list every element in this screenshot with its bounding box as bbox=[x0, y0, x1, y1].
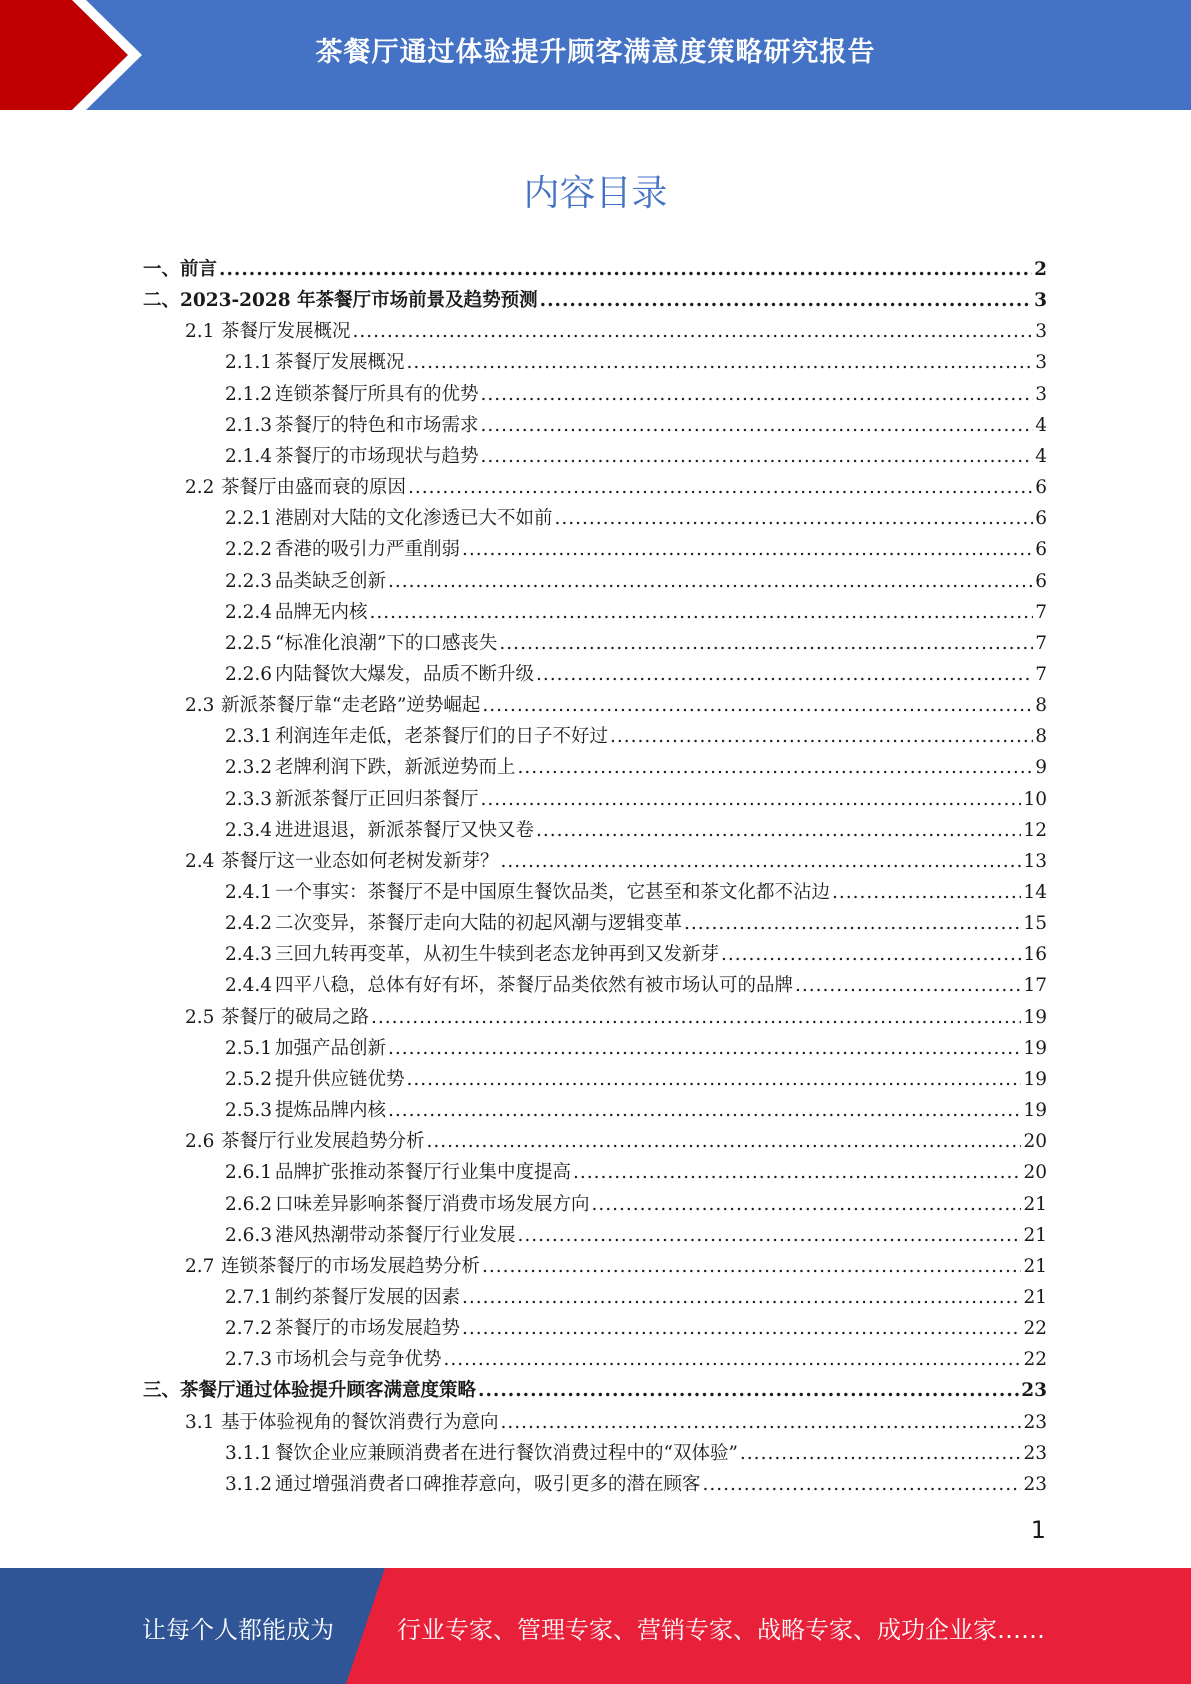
toc-dot-leader bbox=[388, 1033, 1021, 1064]
page-number: 1 bbox=[1030, 1516, 1046, 1544]
toc-dot-leader bbox=[518, 1220, 1022, 1251]
toc-entry[interactable] bbox=[0, 285, 1047, 316]
toc-entry-page: 12 bbox=[1023, 819, 1047, 841]
toc-entry-page: 19 bbox=[1023, 1037, 1047, 1059]
toc-entry-title: 茶餐厅发展概况 bbox=[221, 321, 351, 343]
toc-entry-page: 13 bbox=[1023, 850, 1047, 872]
toc-entry-page: 21 bbox=[1023, 1255, 1047, 1277]
toc-entry-title: 加强产品创新 bbox=[275, 1037, 387, 1059]
toc-dot-leader bbox=[481, 784, 1022, 815]
toc-entry-title: 香港的吸引力严重削弱 bbox=[275, 539, 461, 561]
toc-dot-leader bbox=[371, 1002, 1021, 1033]
toc-entry[interactable] bbox=[0, 1251, 1047, 1282]
toc-dot-leader bbox=[407, 1064, 1022, 1095]
toc-dot-leader bbox=[540, 285, 1033, 316]
toc-entry-number: 三、 bbox=[143, 1380, 181, 1402]
toc-entry[interactable] bbox=[0, 752, 1047, 783]
toc-entry[interactable] bbox=[0, 1375, 1047, 1406]
toc-entry-title: 品牌无内核 bbox=[275, 601, 368, 623]
toc-entry-title: 一个事实：茶餐厅不是中国原生餐饮品类，它甚至和茶文化都不沾边 bbox=[275, 882, 831, 903]
toc-dot-leader bbox=[407, 347, 1034, 378]
page-footer bbox=[0, 1568, 1191, 1684]
toc-dot-leader bbox=[353, 316, 1034, 347]
toc-entry-title: 连锁茶餐厅所具有的优势 bbox=[275, 383, 479, 405]
toc-entry-page: 20 bbox=[1023, 1162, 1047, 1184]
toc-entry-title: 二次变异，茶餐厅走向大陆的初起风潮与逻辑变革 bbox=[275, 913, 683, 935]
toc-entry-number: 2.1 bbox=[185, 321, 215, 343]
toc-entry-number: 2.7 bbox=[185, 1255, 215, 1277]
toc-entry-number: 2.4.4 bbox=[225, 975, 273, 997]
toc-entry-page: 21 bbox=[1023, 1224, 1047, 1246]
toc-entry[interactable] bbox=[0, 1220, 1047, 1251]
toc-entry-page: 20 bbox=[1023, 1131, 1047, 1153]
toc-dot-leader bbox=[481, 410, 1034, 441]
toc-entry-number: 2.1.1 bbox=[225, 352, 273, 374]
toc-entry-number: 2.4.3 bbox=[225, 944, 273, 966]
toc-entry[interactable] bbox=[0, 784, 1047, 815]
toc-entry-title: 茶餐厅的市场现状与趋势 bbox=[275, 445, 479, 467]
toc-entry[interactable] bbox=[0, 1157, 1047, 1188]
toc-entry-number: 2.2 bbox=[185, 477, 215, 499]
toc-entry[interactable] bbox=[0, 503, 1047, 534]
toc-entry-page: 21 bbox=[1023, 1286, 1047, 1308]
toc-entry-number: 2.5.1 bbox=[225, 1037, 273, 1059]
toc-dot-leader bbox=[721, 939, 1021, 970]
toc-entry-number: 2.6.3 bbox=[225, 1224, 273, 1246]
toc-entry-page: 7 bbox=[1035, 632, 1047, 654]
toc-entry-number: 2.3.3 bbox=[225, 788, 273, 810]
toc-entry[interactable] bbox=[0, 597, 1047, 628]
toc-entry-page: 8 bbox=[1035, 695, 1047, 717]
toc-entry[interactable] bbox=[0, 254, 1047, 285]
toc-entry-number: 二、 bbox=[143, 290, 181, 312]
toc-entry-number: 2.3.1 bbox=[225, 726, 273, 748]
toc-entry-page: 7 bbox=[1035, 601, 1047, 623]
toc-dot-leader bbox=[555, 503, 1034, 534]
toc-heading: 内容目录 bbox=[523, 173, 668, 214]
toc-entry-title: 茶餐厅这一业态如何老树发新芽？ bbox=[221, 850, 499, 872]
footer-slogan-left: 让每个人都能成为 bbox=[142, 1616, 334, 1644]
toc-entry-title: 茶餐厅的破局之路 bbox=[221, 1006, 370, 1028]
toc-dot-leader bbox=[219, 254, 1032, 285]
toc-entry-title: 茶餐厅的市场发展趋势 bbox=[275, 1318, 461, 1340]
toc-entry-title: 制约茶餐厅发展的因素 bbox=[275, 1286, 461, 1308]
toc-entry-title: 内陆餐饮大爆发，品质不断升级 bbox=[275, 663, 535, 685]
toc-entry-title: 通过增强消费者口碑推荐意向，吸引更多的潜在顾客 bbox=[275, 1473, 701, 1495]
toc-entry-page: 23 bbox=[1023, 1411, 1047, 1433]
toc-entry[interactable] bbox=[0, 1407, 1047, 1438]
toc-entry-title: 港剧对大陆的文化渗透已大不如前 bbox=[275, 508, 553, 530]
toc-entry-title: 基于体验视角的餐饮消费行为意向 bbox=[221, 1411, 499, 1433]
toc-dot-leader bbox=[462, 534, 1033, 565]
toc-dot-leader bbox=[536, 815, 1021, 846]
toc-dot-leader bbox=[481, 379, 1034, 410]
toc-entry[interactable] bbox=[0, 410, 1047, 441]
toc-entry-number: 2.2.2 bbox=[225, 539, 273, 561]
toc-entry[interactable] bbox=[0, 908, 1047, 939]
toc-entry[interactable] bbox=[0, 316, 1047, 347]
toc-entry-page: 21 bbox=[1023, 1193, 1047, 1215]
toc-entry-number: 3.1 bbox=[185, 1411, 215, 1433]
toc-entry-page: 3 bbox=[1035, 352, 1047, 374]
toc-entry-number: 2.1.2 bbox=[225, 383, 273, 405]
toc-entry-number: 2.6.2 bbox=[225, 1193, 273, 1215]
toc-entry-number: 2.3.4 bbox=[225, 819, 273, 841]
toc-dot-leader bbox=[795, 970, 1021, 1001]
toc-entry[interactable] bbox=[0, 690, 1047, 721]
toc-entry-page: 3 bbox=[1035, 321, 1047, 343]
toc-entry-number: 2.2.5 bbox=[225, 632, 273, 654]
toc-entry-page: 3 bbox=[1035, 383, 1047, 405]
toc-dot-leader bbox=[482, 690, 1033, 721]
toc-dot-leader bbox=[388, 566, 1033, 597]
toc-entry-title: 前言 bbox=[180, 259, 218, 280]
toc-entry[interactable] bbox=[0, 659, 1047, 690]
toc-dot-leader bbox=[740, 1438, 1022, 1469]
toc-entry-title: 利润连年走低，老茶餐厅们的日子不好过 bbox=[275, 726, 609, 748]
toc-entry[interactable] bbox=[0, 347, 1047, 378]
toc-dot-leader bbox=[832, 877, 1021, 908]
toc-dot-leader bbox=[518, 752, 1034, 783]
toc-entry-number: 2.6.1 bbox=[225, 1162, 273, 1184]
toc-entry[interactable] bbox=[0, 1313, 1047, 1344]
toc-entry-page: 7 bbox=[1035, 663, 1047, 685]
toc-dot-leader bbox=[462, 1282, 1021, 1313]
toc-dot-leader bbox=[444, 1344, 1022, 1375]
toc-dot-leader bbox=[370, 597, 1034, 628]
toc-dot-leader bbox=[427, 1126, 1022, 1157]
toc-entry-page: 8 bbox=[1035, 726, 1047, 748]
toc-entry-number: 2.4.2 bbox=[225, 913, 273, 935]
toc-entry-title: 茶餐厅由盛而衰的原因 bbox=[221, 477, 407, 499]
toc-entry-title: 进进退退，新派茶餐厅又快又卷 bbox=[275, 819, 535, 841]
toc-entry[interactable] bbox=[0, 566, 1047, 597]
toc-entry-title: 新派茶餐厅靠“走老路”逆势崛起 bbox=[221, 695, 481, 717]
toc-dot-leader bbox=[481, 441, 1034, 472]
toc-entry-page: 22 bbox=[1023, 1349, 1047, 1371]
toc-entry[interactable] bbox=[0, 846, 1047, 877]
toc-entry-title: 2023-2028 年茶餐厅市场前景及趋势预测 bbox=[180, 290, 538, 312]
toc-entry-title: 提升供应链优势 bbox=[275, 1068, 405, 1090]
toc-entry[interactable] bbox=[0, 441, 1047, 472]
toc-entry-number: 2.5 bbox=[185, 1006, 215, 1028]
toc-dot-leader bbox=[501, 1407, 1022, 1438]
toc-entry[interactable] bbox=[0, 1002, 1047, 1033]
toc-entry[interactable] bbox=[0, 815, 1047, 846]
toc-entry-page: 6 bbox=[1035, 508, 1047, 530]
toc-entry-title: 品牌扩张推动茶餐厅行业集中度提高 bbox=[275, 1162, 572, 1184]
toc-entry-title: 三回九转再变革，从初生牛犊到老态龙钟再到又发新芽 bbox=[275, 944, 720, 966]
toc-entry[interactable] bbox=[0, 1033, 1047, 1064]
toc-entry-number: 2.4 bbox=[185, 850, 215, 872]
toc-entry-title: 茶餐厅行业发展趋势分析 bbox=[221, 1131, 425, 1153]
toc-entry-number: 2.2.1 bbox=[225, 508, 273, 530]
toc-entry-number: 2.5.2 bbox=[225, 1068, 273, 1090]
toc-entry-page: 23 bbox=[1021, 1380, 1047, 1402]
toc-entry[interactable] bbox=[0, 877, 1047, 908]
page-header bbox=[0, 0, 1191, 110]
toc-entry-title: 茶餐厅的特色和市场需求 bbox=[275, 414, 479, 436]
toc-entry[interactable] bbox=[0, 1282, 1047, 1313]
toc-entry[interactable] bbox=[0, 970, 1047, 1001]
toc-entry-title: 茶餐厅通过体验提升顾客满意度策略 bbox=[180, 1380, 477, 1402]
toc-entry-page: 9 bbox=[1035, 757, 1047, 779]
toc-entry-number: 2.5.3 bbox=[225, 1100, 273, 1122]
report-title: 茶餐厅通过体验提升顾客满意度策略研究报告 bbox=[315, 37, 876, 68]
toc-dot-leader bbox=[573, 1157, 1021, 1188]
toc-dot-leader bbox=[462, 1313, 1021, 1344]
toc-entry[interactable] bbox=[0, 1095, 1047, 1126]
toc-entry-title: 提炼品牌内核 bbox=[275, 1100, 387, 1122]
toc-entry[interactable] bbox=[0, 939, 1047, 970]
toc-entry-title: “标准化浪潮”下的口感丧失 bbox=[275, 632, 498, 654]
toc-entry-page: 4 bbox=[1035, 445, 1047, 467]
toc-entry[interactable] bbox=[0, 628, 1047, 659]
toc-entry-number: 2.7.3 bbox=[225, 1349, 273, 1371]
toc-entry-page: 6 bbox=[1035, 539, 1047, 561]
toc-dot-leader bbox=[388, 1095, 1021, 1126]
toc-entry-number: 2.2.4 bbox=[225, 601, 273, 623]
toc-entry-page: 17 bbox=[1023, 975, 1047, 997]
toc-entry-number: 3.1.2 bbox=[225, 1473, 273, 1495]
toc-dot-leader bbox=[499, 628, 1033, 659]
toc-entry-page: 19 bbox=[1023, 1006, 1047, 1028]
toc-dot-leader bbox=[610, 721, 1033, 752]
toc-entry-title: 四平八稳，总体有好有坏，茶餐厅品类依然有被市场认可的品牌 bbox=[275, 975, 794, 997]
toc-entry-title: 市场机会与竞争优势 bbox=[275, 1349, 442, 1371]
toc-entry-page: 19 bbox=[1023, 1100, 1047, 1122]
toc-entry-page: 6 bbox=[1035, 570, 1047, 592]
toc-entry-page: 10 bbox=[1023, 788, 1047, 810]
toc-entry-number: 2.3.2 bbox=[225, 757, 273, 779]
toc-entry-page: 22 bbox=[1023, 1318, 1047, 1340]
toc-entry[interactable] bbox=[0, 721, 1047, 752]
toc-entry[interactable] bbox=[0, 1126, 1047, 1157]
toc-entry-title: 港风热潮带动茶餐厅行业发展 bbox=[275, 1224, 516, 1246]
toc-entry-title: 新派茶餐厅正回归茶餐厅 bbox=[275, 788, 479, 810]
toc-entry[interactable] bbox=[0, 379, 1047, 410]
toc-entry-page: 2 bbox=[1034, 259, 1047, 280]
toc-entry-page: 23 bbox=[1023, 1473, 1047, 1495]
toc-entry-title: 品类缺乏创新 bbox=[275, 570, 387, 592]
toc-entry-page: 6 bbox=[1035, 477, 1047, 499]
toc-entry[interactable] bbox=[0, 1064, 1047, 1095]
toc-entry-title: 口味差异影响茶餐厅消费市场发展方向 bbox=[275, 1193, 590, 1215]
toc-entry-page: 14 bbox=[1023, 882, 1047, 903]
toc-entry[interactable] bbox=[0, 1469, 1047, 1500]
toc-entry-page: 19 bbox=[1023, 1068, 1047, 1090]
toc-entry-page: 23 bbox=[1023, 1442, 1047, 1464]
toc-entry-number: 2.4.1 bbox=[225, 882, 273, 903]
toc-entry-title: 餐饮企业应兼顾消费者在进行餐饮消费过程中的“双体验” bbox=[275, 1442, 738, 1464]
toc-entry-page: 16 bbox=[1023, 944, 1047, 966]
toc-entry-number: 2.6 bbox=[185, 1131, 215, 1153]
toc-entry-number: 一、 bbox=[143, 259, 181, 280]
toc-entry-title: 老牌利润下跌，新派逆势而上 bbox=[275, 757, 516, 779]
toc-entry[interactable] bbox=[0, 534, 1047, 565]
toc-entry[interactable] bbox=[0, 1344, 1047, 1375]
toc-entry-number: 2.7.2 bbox=[225, 1318, 273, 1340]
toc-entry-number: 2.1.3 bbox=[225, 414, 273, 436]
toc-dot-leader bbox=[703, 1469, 1022, 1500]
toc-entry-page: 4 bbox=[1035, 414, 1047, 436]
toc-dot-leader bbox=[501, 846, 1022, 877]
toc-entry-number: 2.7.1 bbox=[225, 1286, 273, 1308]
toc-dot-leader bbox=[408, 472, 1033, 503]
footer-slogan-right: 行业专家、管理专家、营销专家、战略专家、成功企业家…… bbox=[397, 1616, 1045, 1644]
toc-entry-page: 3 bbox=[1034, 290, 1047, 312]
toc-dot-leader bbox=[482, 1251, 1021, 1282]
toc-dot-leader bbox=[684, 908, 1021, 939]
toc-dot-leader bbox=[536, 659, 1033, 690]
toc-entry-title: 茶餐厅发展概况 bbox=[275, 352, 405, 374]
toc-entry[interactable] bbox=[0, 1438, 1047, 1469]
toc-entry[interactable] bbox=[0, 1189, 1047, 1220]
toc-entry-title: 连锁茶餐厅的市场发展趋势分析 bbox=[221, 1255, 481, 1277]
toc-entry[interactable] bbox=[0, 472, 1047, 503]
toc-dot-leader bbox=[478, 1375, 1019, 1406]
toc-entry-number: 2.2.6 bbox=[225, 663, 273, 685]
toc-dot-leader bbox=[592, 1189, 1022, 1220]
toc-entry-number: 2.3 bbox=[185, 695, 215, 717]
toc-entry-number: 2.2.3 bbox=[225, 570, 273, 592]
toc-entry-page: 15 bbox=[1023, 913, 1047, 935]
toc-entry-number: 3.1.1 bbox=[225, 1442, 273, 1464]
toc-entry-number: 2.1.4 bbox=[225, 445, 273, 467]
